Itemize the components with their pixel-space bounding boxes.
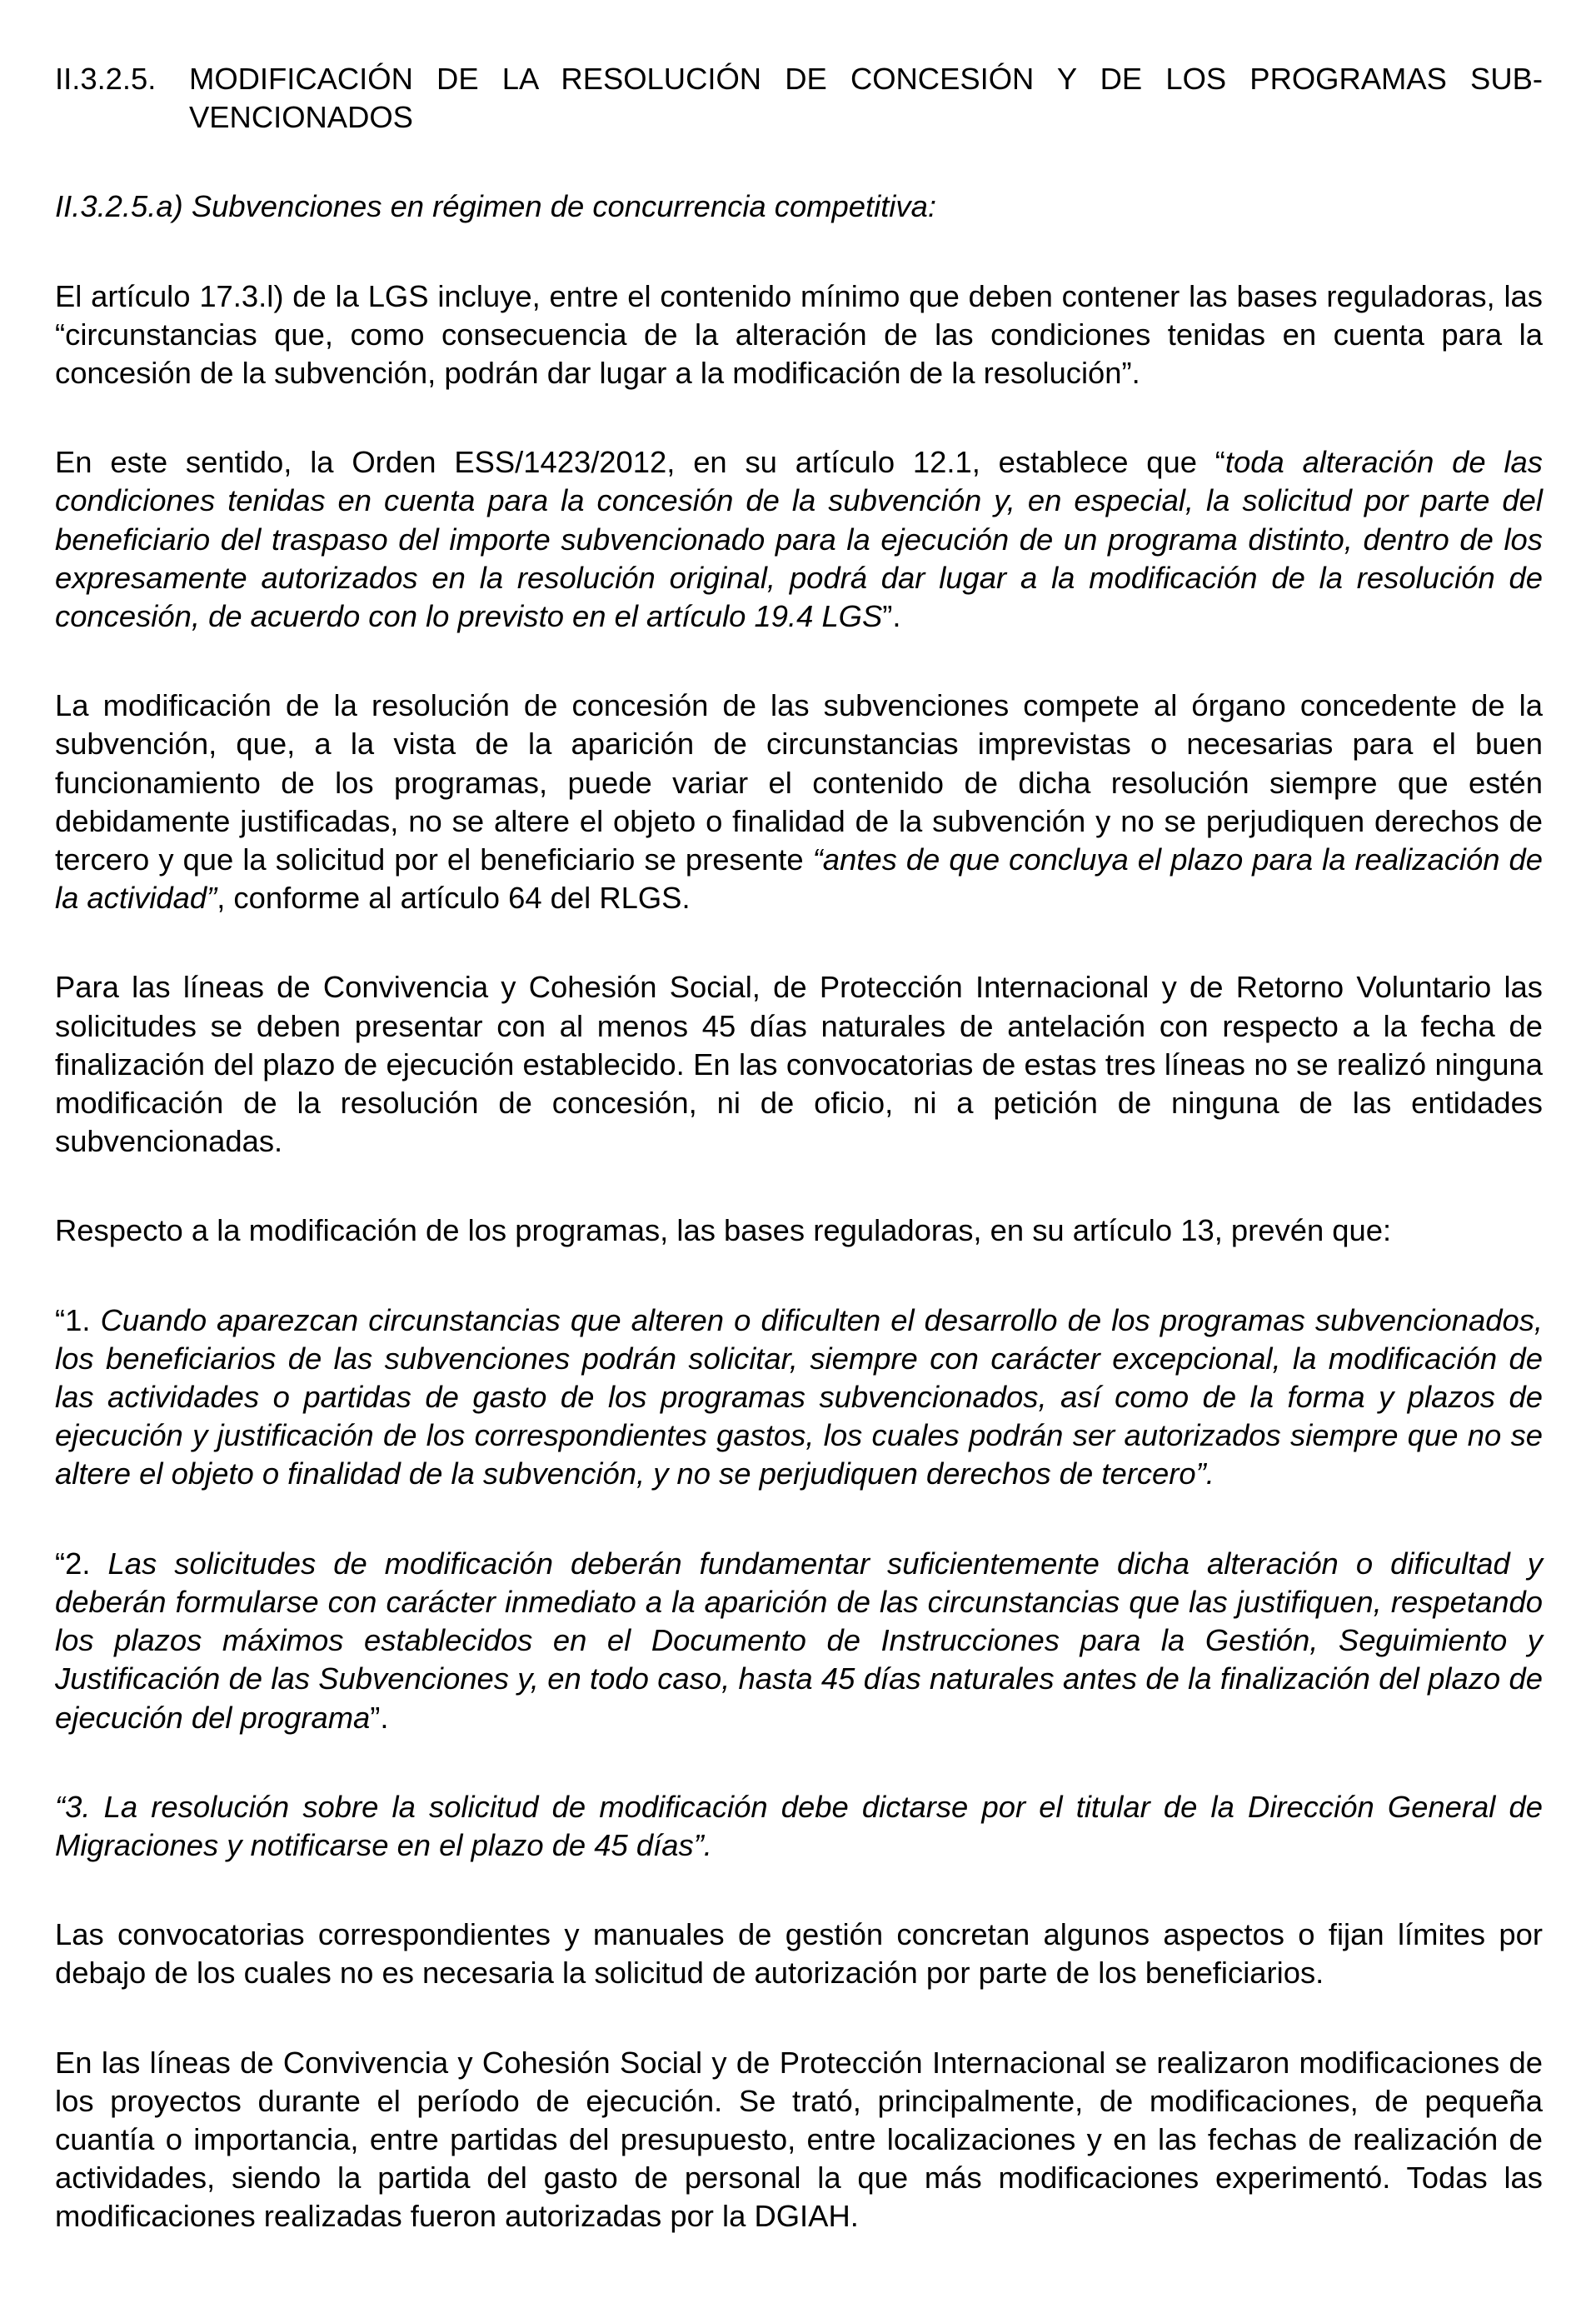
quote-item-1 <box>55 1301 1543 1494</box>
paragraph-orden-ess <box>55 443 1543 636</box>
quoted-text: toda alteración de las condiciones tenidas en cuenta para la concesión de la subvención y, en especial, la solicitud por parte del beneficiario del traspaso del importe subvencionado para la ejecución de un programa distinto, dentro de los expresamente autorizados en la resolución original, podrá dar lugar a la modificación de la resolución de concesión, de acuerdo con lo previsto en el artículo 19.4 LGS <box>55 445 1543 634</box>
paragraph-modificaciones-realizadas: En las líneas de Convivencia y Cohesión Social y de Protección Internacional se realizaron modificaciones de los proyectos durante el período de ejecución. Se trató, principalmente, de modificaciones, de pequeña cuantía o importancia, entre partidas del presupuesto, entre localizaciones y en las fechas de realización de actividades, siendo la partida del gasto de personal la que más modificaciones experimentó. Todas las modificaciones realizadas fueron autorizadas por la DGIAH. <box>55 2045 1543 2234</box>
paragraph-text: ”. <box>882 599 901 634</box>
paragraph-lgs-article: El artículo 17.3.l) de la LGS incluye, entre el contenido mínimo que deben contener las bases reguladoras, las “circunstancias que, como consecuencia de la alteración de las condiciones tenidas en cuenta para la concesión de la subvención, podrán dar lugar a la modificación de la resolución”. <box>55 278 1543 391</box>
paragraph-text: La modificación de la resolución de concesión de las subvenciones compete al órgano concedente de la subvención, que, a la vista de la aparición de circunstancias imprevistas o necesarias para el buen funcionamiento de los programas, puede variar el contenido de dicha resolución siempre que estén debidamente justificadas, no se altere el objeto o finalidad de la subvención y no se perjudiquen derechos de tercero y que la solicitud por el beneficiario se presente <box>55 688 1543 877</box>
paragraph-lineas-plazo: Para las líneas de Convivencia y Cohesión Social, de Protección Internacional y de Retorno Voluntario las solicitudes se deben presentar con al menos 45 días naturales de antelación con respecto a la fecha de finalización del plazo de ejecución establecido. En las convocatorias de estas tres líneas no se realizó ninguna modificación de la resolución de concesión, ni de oficio, ni a petición de ninguna de las entidades subvencionadas. <box>55 970 1543 1159</box>
quote-number: “2. <box>55 1546 108 1581</box>
quote-item-2 <box>55 1545 1543 1737</box>
section-heading <box>55 60 1543 137</box>
paragraph-organo-concedente <box>55 687 1543 917</box>
paragraph-text: En este sentido, la Orden ESS/1423/2012, en su artículo 12.1, establece que “ <box>55 445 1225 480</box>
paragraph-convocatorias: Las convocatorias correspondientes y manuales de gestión concretan algunos aspectos o fijan límites por debajo de los cuales no es necesaria la solicitud de autorización por parte de los beneficiarios. <box>55 1917 1543 1991</box>
paragraph-text: , conforme al artículo 64 del RLGS. <box>217 881 691 916</box>
section-number: II.3.2.5. <box>55 62 157 96</box>
subsection-heading: II.3.2.5.a) Subvenciones en régimen de concurrencia competitiva: <box>55 189 936 224</box>
quoted-text: Las solicitudes de modificación deberán fundamentar suficientemente dicha alteración o dificultad y deberán formularse con carácter inmediato a la aparición de las circunstancias que las justifiquen, respetando los plazos máximos establecidos en el Documento de Instrucciones para la Gestión, Seguimiento y Justificación de las Subvenciones y, en todo caso, hasta 45 días naturales antes de la finalización del plazo de ejecución del programa <box>55 1546 1544 1735</box>
quoted-text: “3. La resolución sobre la solicitud de modificación debe dictarse por el titular de la Dirección General de Migraciones y notificarse en el plazo de 45 días”. <box>55 1789 1543 1862</box>
quote-number: “1. <box>55 1302 101 1337</box>
quoted-text: “antes de que concluya el plazo para la realización de la actividad” <box>55 842 1544 916</box>
quoted-text: Cuando aparezcan circunstancias que alteren o dificulten el desarrollo de los programas subvencionados, los beneficiarios de las subvenciones podrán solicitar, siempre con carácter excepcional, la modificación de las actividades o partidas de gasto de los programas subvencionados, así como de la forma y plazos de ejecución y justificación de los correspondientes gastos, los cuales podrán ser autorizados siempre que no se altere el objeto o finalidad de la subvención, y no se perjudiquen derechos de tercero”. <box>55 1302 1544 1491</box>
section-title: MODIFICACIÓN DE LA RESOLUCIÓN DE CONCESIÓN Y DE LOS PROGRAMAS SUB-VENCIONADOS <box>189 62 1543 135</box>
paragraph-text: ”. <box>370 1700 389 1735</box>
document-page <box>55 60 1543 2236</box>
paragraph-bases-reguladoras: Respecto a la modificación de los programas, las bases reguladoras, en su artículo 13, prevén que: <box>55 1213 1392 1248</box>
quote-item-3 <box>55 1788 1543 1865</box>
